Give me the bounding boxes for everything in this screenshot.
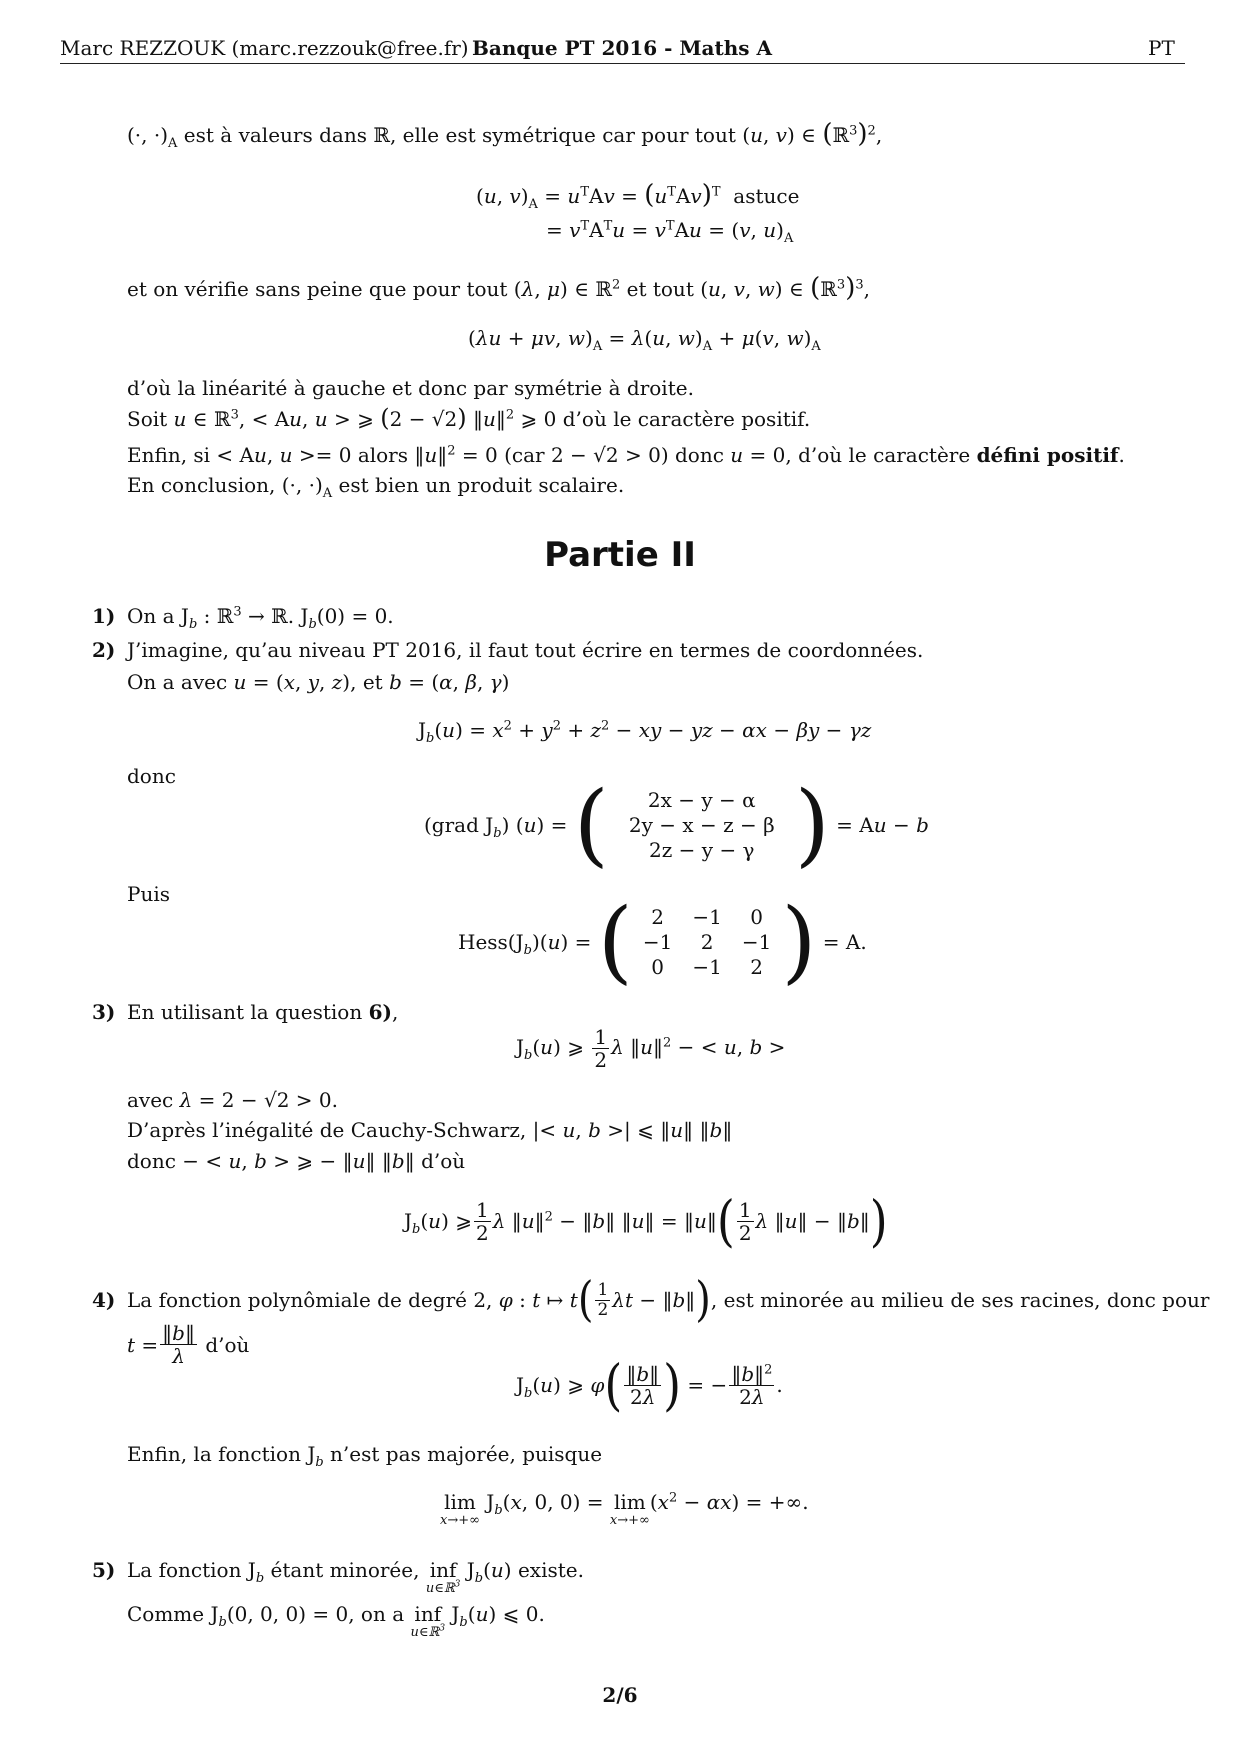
gradient-vector	[609, 788, 795, 863]
q4-enfin: Enfin, la fonction $J_b$ n’est pas majorée, puisque	[127, 1442, 603, 1470]
matrix-cell: −1	[692, 955, 722, 979]
equation-linearity: (λu + μv, $w)_A = \lambda(u$, $w)_A + \mu(v$, $w)_A$	[468, 326, 821, 354]
q4-line-2: t = $\frac{‖b‖}{\lambda}$ d’où	[127, 1321, 250, 1368]
q2-number: 2)	[92, 638, 116, 662]
gradient-row-1: 2x − y − α	[647, 787, 756, 812]
matrix-cell: 0	[651, 955, 664, 979]
matrix-cell: −1	[692, 905, 722, 929]
equation-symmetry-1: (u, $v)_A = u^TAv = (u^TAv)^T$ astuce	[476, 180, 800, 212]
q3-line-1: En utilisant la question 6),	[127, 1000, 399, 1024]
q5-number: 5)	[92, 1558, 116, 1582]
q1-text: On a $J_b$ : ℝ$^3$ → ℝ. $J_b(0) = 0$.	[127, 604, 394, 632]
part-heading: Partie II	[544, 535, 696, 575]
q3-donc: donc − < u, b > ⩾ − ‖u‖ ‖b‖ d’où	[127, 1149, 466, 1173]
q5-line-1: La fonction $J_b$ étant minorée, inf u∈ℝ$^3$ $J_b(u)$ existe.	[127, 1558, 584, 1596]
header-title: Banque PT 2016 - Maths A	[472, 36, 773, 60]
equation-symmetry-2: = $v^TA^Tu = v^TAu = (v$, $u)_A$	[546, 218, 794, 246]
matrix-cell: −1	[642, 930, 673, 954]
equation-limit: lim x→+∞ $J_b(x$, 0, 0) = lim x→+∞ $(x^2 - \alpha x)$ = +∞.	[440, 1490, 809, 1528]
gradient-row-3: 2z − y − γ	[649, 837, 755, 862]
matrix-cell: 0	[750, 905, 763, 929]
q2-donc: donc	[127, 764, 176, 788]
matrix-cell: 2	[651, 905, 664, 929]
hessian-matrix	[633, 905, 781, 980]
q3-number: 3)	[92, 1000, 116, 1024]
q4-number: 4)	[92, 1288, 116, 1312]
intro-line-1: (·, $\cdot)_A$ est à valeurs dans ℝ, elle est symétrique car pour tout (u, v) ∈ (ℝ$^3$)$^2$,	[127, 119, 883, 151]
equation-gradient: (grad $J_b$) (u) = ( 2x − y − α 2y − x − z − β 2z − y − γ ) = Au − b	[424, 772, 929, 877]
gradient-row-2: 2y − x − z − β	[628, 812, 775, 837]
matrix-cell: 2	[700, 930, 714, 954]
q1-number: 1)	[92, 604, 116, 628]
q3-cauchy-schwarz: D’après l’inégalité de Cauchy-Schwarz, |< u, b >| ⩽ ‖u‖ ‖b‖	[127, 1118, 733, 1142]
intro-line-2: et on vérifie sans peine que pour tout (λ, μ) ∈ ℝ$^2$ et tout (u, v, w) ∈ (ℝ$^3$)$^3$,	[127, 273, 870, 303]
q2-line-2: On a avec u = (x, y, z), et b = (α, β, γ)	[127, 670, 510, 694]
matrix-cell: 2	[750, 955, 763, 979]
equation-phi: $J_b(u)$ ⩾ φ ( $\frac{‖b‖}{2\lambda}$ ) = − $\frac{‖b‖^2}{2\lambda}$ .	[516, 1352, 783, 1418]
q2-line-1: J’imagine, qu’au niveau PT 2016, il faut tout écrire en termes de coordonnées.	[127, 638, 924, 662]
equation-minoration-2: $J_b(u)$ ⩾ $\frac{1}{2}$ λ ‖u‖$^2$ − ‖b‖ ‖u‖ = ‖u‖ ( $\frac{1}{2}$ λ ‖u‖ − ‖b‖ )	[404, 1188, 888, 1254]
page-number: 2/6	[602, 1683, 638, 1707]
equation-minoration-1: $J_b(u)$ ⩾ $\frac{1}{2}$ λ ‖u‖$^2$ − < u, b >	[516, 1025, 786, 1072]
q2-puis: Puis	[127, 882, 170, 906]
intro-line-4: Soit u ∈ ℝ$^3$, < Au, u > ⩾ (2 − √2) ‖u‖$^2$ ⩾ 0 d’où le caractère positif.	[127, 404, 811, 432]
equation-jb: $J_b(u) = x^2 + y^2 + z^2$ − xy − yz − αx − βy − γz	[418, 718, 872, 746]
header-author: Marc REZZOUK (marc.rezzouk@free.fr)	[60, 36, 469, 60]
intro-line-6: En conclusion, (·, $\cdot)_A$ est bien un produit scalaire.	[127, 473, 625, 501]
intro-line-5: Enfin, si < Au, u >= 0 alors ‖u‖$^2$ = 0 (car 2 − √2 > 0) donc u = 0, d’où le caractère défini positif.	[127, 443, 1125, 467]
equation-hessian: $Hess(J_b)(u)$ = ( 2 −1 0 −1 2 −1 0 −1 2 ) = A.	[458, 889, 867, 994]
q5-line-2: Comme $J_b(0$, 0, 0) = 0, on a inf u∈ℝ$^3$ $J_b(u)$ ⩽ 0.	[127, 1602, 545, 1640]
header-rule	[60, 63, 1185, 64]
header-right: PT	[1148, 36, 1175, 60]
matrix-cell: −1	[741, 930, 772, 954]
intro-line-3: d’où la linéarité à gauche et donc par symétrie à droite.	[127, 376, 694, 400]
q4-line-1: La fonction polynômiale de degré 2, φ : t ↦ t ( $\frac{1}{2}$ λt − ‖b‖ ) , est minorée au milieu de ses racines, donc pour	[127, 1272, 1210, 1328]
q3-avec: avec λ = 2 − √2 > 0.	[127, 1088, 339, 1112]
